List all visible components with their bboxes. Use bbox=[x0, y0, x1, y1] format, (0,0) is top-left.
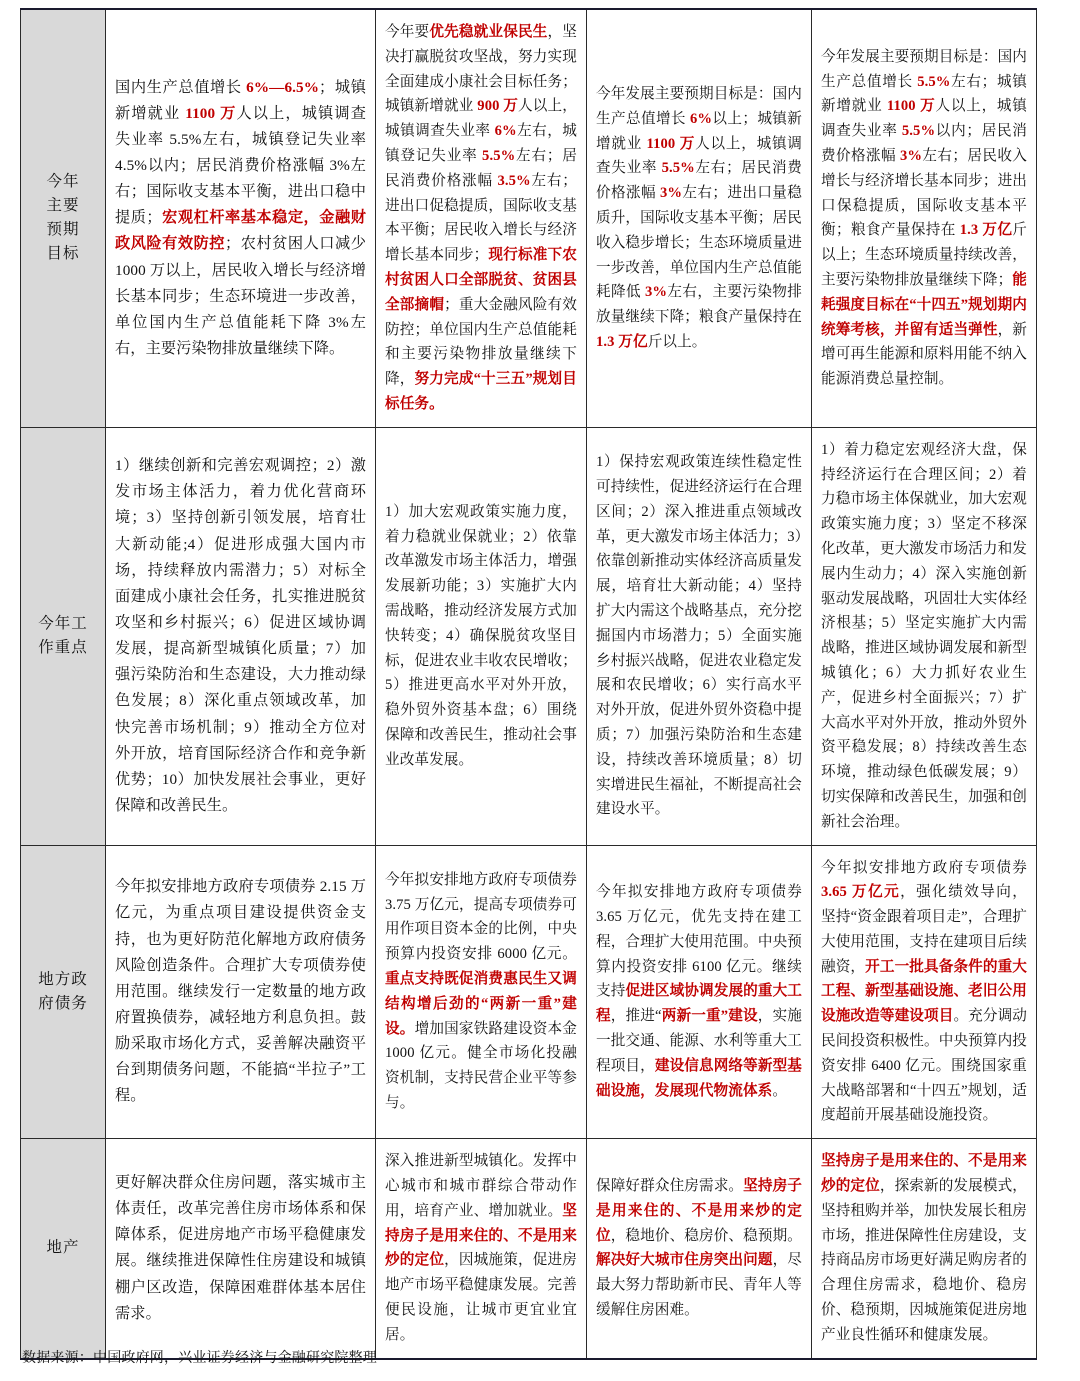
row-label-text: 今年 主要 预期 目标 bbox=[46, 173, 80, 263]
highlighted-text: 3% bbox=[899, 147, 923, 164]
cell-content: 1）继续创新和完善宏观调控；2）激发市场主体活力，着力优化营商环境；3）坚持创新引领发展，培育壮大新动能;4）促进形成强大国内市场，持续释放内需潜力；5）对标全面建成小康社会任务，扎实推进脱贫攻坚和乡村振兴；6）促进区域协调发展，提高新型城镇化质量；7）加强污染防治和生态建设，大力推动绿色发展；8）深化重点领域改革，加快完善市场机制；9）推动全方位对外开放，培育国际经济合作和竞争新优势；10）加快发展社会事业，更好保障和改善民生。 bbox=[115, 457, 366, 814]
comparison-table-wrapper bbox=[20, 8, 1036, 1360]
table-cell-year-3 bbox=[587, 9, 812, 427]
highlighted-text: 1100 万 bbox=[886, 98, 936, 115]
highlighted-text: 优先稳就业保民生 bbox=[429, 24, 548, 40]
highlighted-text: 解决好大城市住房突出问题 bbox=[596, 1252, 773, 1269]
highlighted-text: 建设信息网络等新型基础设施，发展现代物流体系 bbox=[596, 1057, 802, 1099]
cell-content: 今年拟安排地方政府专项债券 3.65 万亿元，强化绩效导向，坚持“资金跟着项目走”，合理扩大使用范围，支持在建项目后续融资，开工一批具备条件的重大工程、新型基础设施、老旧公用设施改造等建设项目。充分调动民间投资积极性。中央预算内投资安排 6400 亿元。围绕国家重大战略部署和“十四五”规划，适度超前开展基础设施投资。 bbox=[821, 859, 1027, 1124]
highlighted-text: 3% bbox=[660, 185, 683, 202]
highlighted-text: 5.5% bbox=[901, 123, 936, 140]
cell-content: 1）加大宏观政策实施力度，着力稳就业保就业；2）依靠改革激发市场主体活力，增强发展新功能；3）实施扩大内需战略，推动经济发展方式加快转变；4）确保脱贫攻坚目标，促进农业丰收农民增收；5）推进更高水平对外开放，稳外贸外资基本盘；6）围绕保障和改善民生，推动社会事业改革发展。 bbox=[385, 503, 577, 768]
table-cell-year-3 bbox=[587, 1139, 812, 1359]
cell-content: 今年要优先稳就业保民生，坚决打赢脱贫攻坚战，努力实现全面建成小康社会目标任务；城镇新增就业 900 万人以上，城镇调查失业率 6%左右，城镇登记失业率 5.5%左右；居民消费价格涨幅 3.5%左右；进出口促稳提质，国际收支基本平衡；居民收入增长与经济增长基本同步；现行标准下农村贫困人口全部脱贫、贫困县全部摘帽；重大金融风险有效防控；单位国内生产总值能耗和主要污染物排放量继续下降，努力完成“十三五”规划目标任务。 bbox=[385, 24, 578, 412]
table-cell-year-2 bbox=[376, 1139, 587, 1359]
cell-content: 保障好群众住房需求。坚持房子是用来住的、不是用来炒的定位，稳地价、稳房价、稳预期。解决好大城市住房突出问题，尽最大努力帮助新市民、青年人等缓解住房困难。 bbox=[596, 1178, 803, 1319]
highlighted-text: 坚持房子是用来住的、不是用来炒的定位 bbox=[596, 1178, 802, 1244]
highlighted-text: 促进区域协调发展的重大工程 bbox=[596, 983, 803, 1025]
highlighted-text: 1100 万 bbox=[185, 104, 237, 122]
table-row bbox=[21, 845, 1037, 1139]
cell-content: 今年拟安排地方政府专项债券 3.65 万亿元，优先支持在建工程，合理扩大使用范围。中央预算内投资安排 6100 亿元。继续支持促进区域协调发展的重大工程，推进“两新一重”建设，实施一批交通、能源、水利等重大工程项目，建设信息网络等新型基础设施，发展现代物流体系。 bbox=[596, 884, 803, 1099]
table-cell-year-2 bbox=[376, 9, 587, 427]
cell-content: 今年发展主要预期目标是：国内生产总值增长 5.5%左右；城镇新增就业 1100 万人以上，城镇调查失业率 5.5%以内；居民消费价格涨幅 3%左右；居民收入增长与经济增长基本同步；进出口保稳提质，国际收支基本平衡；粮食产量保持在 1.3 万亿斤以上；生态环境质量持续改善，主要污染物排放量继续下降；能耗强度目标在“十四五”规划期内统筹考核，并留有适当弹性，新增可再生能源和原料用能不纳入能源消费总量控制。 bbox=[821, 48, 1028, 388]
table-cell-year-3 bbox=[587, 427, 812, 845]
highlighted-text: 1100 万 bbox=[646, 135, 696, 152]
highlighted-text: 5.5% bbox=[917, 73, 951, 90]
row-label-cell bbox=[21, 1139, 106, 1359]
table-cell-year-4 bbox=[812, 845, 1037, 1139]
table-row bbox=[21, 427, 1037, 845]
table-cell-year-4 bbox=[812, 1139, 1037, 1359]
row-label-cell bbox=[21, 9, 106, 427]
row-label-cell bbox=[21, 845, 106, 1139]
table-cell-year-1 bbox=[106, 9, 376, 427]
highlighted-text: 开工一批具备条件的重大工程、新型基础设施、老旧公用设施改造等建设项目 bbox=[821, 958, 1027, 1025]
highlighted-text: 坚持房子是用来住的、不是用来炒的定位 bbox=[385, 1202, 577, 1269]
row-label-cell bbox=[21, 427, 106, 845]
highlighted-text: 6% bbox=[689, 110, 713, 127]
highlighted-text: 5.5% bbox=[661, 160, 695, 177]
highlighted-text: 努力完成“十三五”规划目标任务。 bbox=[385, 371, 578, 412]
cell-content: 更好解决群众住房问题，落实城市主体责任，改革完善住房市场体系和保障体系，促进房地产市场平稳健康发展。继续推进保障性住房建设和城镇棚户区改造，保障困难群体基本居住需求。 bbox=[115, 1174, 366, 1322]
highlighted-text: 重点支持既促消费惠民生又调结构增后劲的“两新一重”建设。 bbox=[385, 971, 577, 1037]
government-work-report-comparison-table bbox=[20, 8, 1037, 1360]
table-cell-year-4 bbox=[812, 427, 1037, 845]
table-cell-year-1 bbox=[106, 427, 376, 845]
highlighted-text: 坚持房子是用来住的、不是用来炒的定位 bbox=[821, 1153, 1027, 1195]
cell-content: 今年拟安排地方政府专项债券 3.75 万亿元，提高专项债券可用作项目资本金的比例，中央预算内投资安排 6000 亿元。重点支持既促消费惠民生又调结构增后劲的“两新一重”建设。增加国家铁路建设资本金 1000 亿元。健全市场化投融资机制，支持民营企业平等参与。 bbox=[385, 871, 578, 1112]
cell-content: 今年拟安排地方政府专项债券 2.15 万亿元，为重点项目建设提供资金支持，也为更好防范化解地方政府债务风险创造条件。合理扩大专项债券使用范围。继续发行一定数量的地方政府置换债券，减轻地方利息负担。鼓励采取市场化方式，妥善解决融资平台到期债务问题，不能搞“半拉子”工程。 bbox=[115, 878, 366, 1105]
cell-content: 今年发展主要预期目标是：国内生产总值增长 6%以上；城镇新增就业 1100 万人以上，城镇调查失业率 5.5%左右；居民消费价格涨幅 3%左右；进出口量稳质升，国际收支基本平衡；居民收入稳步增长；生态环境质量进一步改善，单位国内生产总值能耗降低 3%左右，主要污染物排放量继续下降；粮食产量保持在 1.3 万亿斤以上。 bbox=[596, 85, 802, 350]
cell-content: 深入推进新型城镇化。发挥中心城市和城市群综合带动作用，培育产业、增加就业。坚持房子是用来住的、不是用来炒的定位，因城施策，促进房地产市场平稳健康发展。完善便民设施，让城市更宜业宜居。 bbox=[385, 1153, 577, 1343]
row-label-text: 今年工 作重点 bbox=[38, 615, 88, 657]
highlighted-text: 3.5% bbox=[497, 172, 531, 189]
table-cell-year-3 bbox=[587, 845, 812, 1139]
cell-content: 坚持房子是用来住的、不是用来炒的定位，探索新的发展模式，坚持租购并举，加快发展长租房市场，推进保障性住房建设，支持商品房市场更好满足购房者的合理住房需求，稳地价、稳房价、稳预期，因城施策促进房地产业良性循环和健康发展。 bbox=[821, 1153, 1027, 1343]
table-row bbox=[21, 1139, 1037, 1359]
highlighted-text: 现行标准下农村贫困人口全部脱贫、贫困县全部摘帽 bbox=[385, 247, 577, 313]
table-cell-year-2 bbox=[376, 427, 587, 845]
highlighted-text: 5.5% bbox=[482, 147, 516, 164]
cell-content: 1）保持宏观政策连续性稳定性可持续性，促进经济运行在合理区间；2）深入推进重点领域改革，更大激发市场主体活力；3）依靠创新推动实体经济高质量发展，培育壮大新动能；4）坚持扩大内需这个战略基点，充分挖掘国内市场潜力；5）全面实施乡村振兴战略，促进农业稳定发展和农民增收；6）实行高水平对外开放，促进外贸外资稳中提质；7）加强污染防治和生态建设，持续改善环境质量；8）切实增进民生福祉，不断提高社会建设水平。 bbox=[596, 454, 802, 818]
table-body bbox=[21, 9, 1037, 1359]
highlighted-text: 能耗强度目标在“十四五”规划期内统筹考核，并留有适当弹性 bbox=[821, 271, 1027, 338]
highlighted-text: 3.65 万亿元 bbox=[821, 884, 901, 901]
row-label-text: 地方政 府债务 bbox=[38, 970, 88, 1012]
highlighted-text: 1.3 万亿 bbox=[596, 333, 648, 350]
source-note: 数据来源：中国政府网，兴业证券经济与金融研究院整理 bbox=[22, 1351, 377, 1366]
highlighted-text: 900 万 bbox=[477, 98, 519, 115]
table-row bbox=[21, 9, 1037, 427]
highlighted-text: 3% bbox=[645, 284, 668, 301]
cell-content: 国内生产总值增长 6%—6.5%；城镇新增就业 1100 万人以上，城镇调查失业率 5.5%左右，城镇登记失业率 4.5%以内；居民消费价格涨幅 3%左右；国际收支基本平衡，进出口稳中提质；宏观杠杆率基本稳定，金融财政风险有效防控；农村贫困人口减少 1000 万以上，居民收入增长与经济增长基本同步；生态环境进一步改善，单位国内生产总值能耗下降 3%左右，主要污染物排放量继续下降。 bbox=[115, 78, 366, 357]
highlighted-text: 6% bbox=[494, 123, 517, 140]
table-cell-year-1 bbox=[106, 845, 376, 1139]
table-cell-year-4 bbox=[812, 9, 1037, 427]
highlighted-text: 两新一重”建设 bbox=[661, 1008, 758, 1025]
table-cell-year-2 bbox=[376, 845, 587, 1139]
highlighted-text: 宏观杠杆率基本稳定，金融财政风险有效防控 bbox=[115, 209, 366, 253]
highlighted-text: 1.3 万亿 bbox=[959, 222, 1013, 239]
row-label-text: 地产 bbox=[46, 1239, 80, 1257]
cell-content: 1）着力稳定宏观经济大盘，保持经济运行在合理区间；2）着力稳市场主体保就业，加大宏观政策实施力度；3）坚定不移深化改革，更大激发市场活力和发展内生动力；4）深入实施创新驱动发展战略，巩固壮大实体经济根基；5）坚定实施扩大内需战略，推进区域协调发展和新型城镇化；6）大力抓好农业生产，促进乡村全面振兴；7）扩大高水平对外开放，推动外贸外资平稳发展；8）持续改善生态环境，推动绿色低碳发展；9）切实保障和改善民生，加强和创新社会治理。 bbox=[821, 441, 1027, 830]
highlighted-text: 6%—6.5% bbox=[246, 78, 320, 96]
table-cell-year-1 bbox=[106, 1139, 376, 1359]
